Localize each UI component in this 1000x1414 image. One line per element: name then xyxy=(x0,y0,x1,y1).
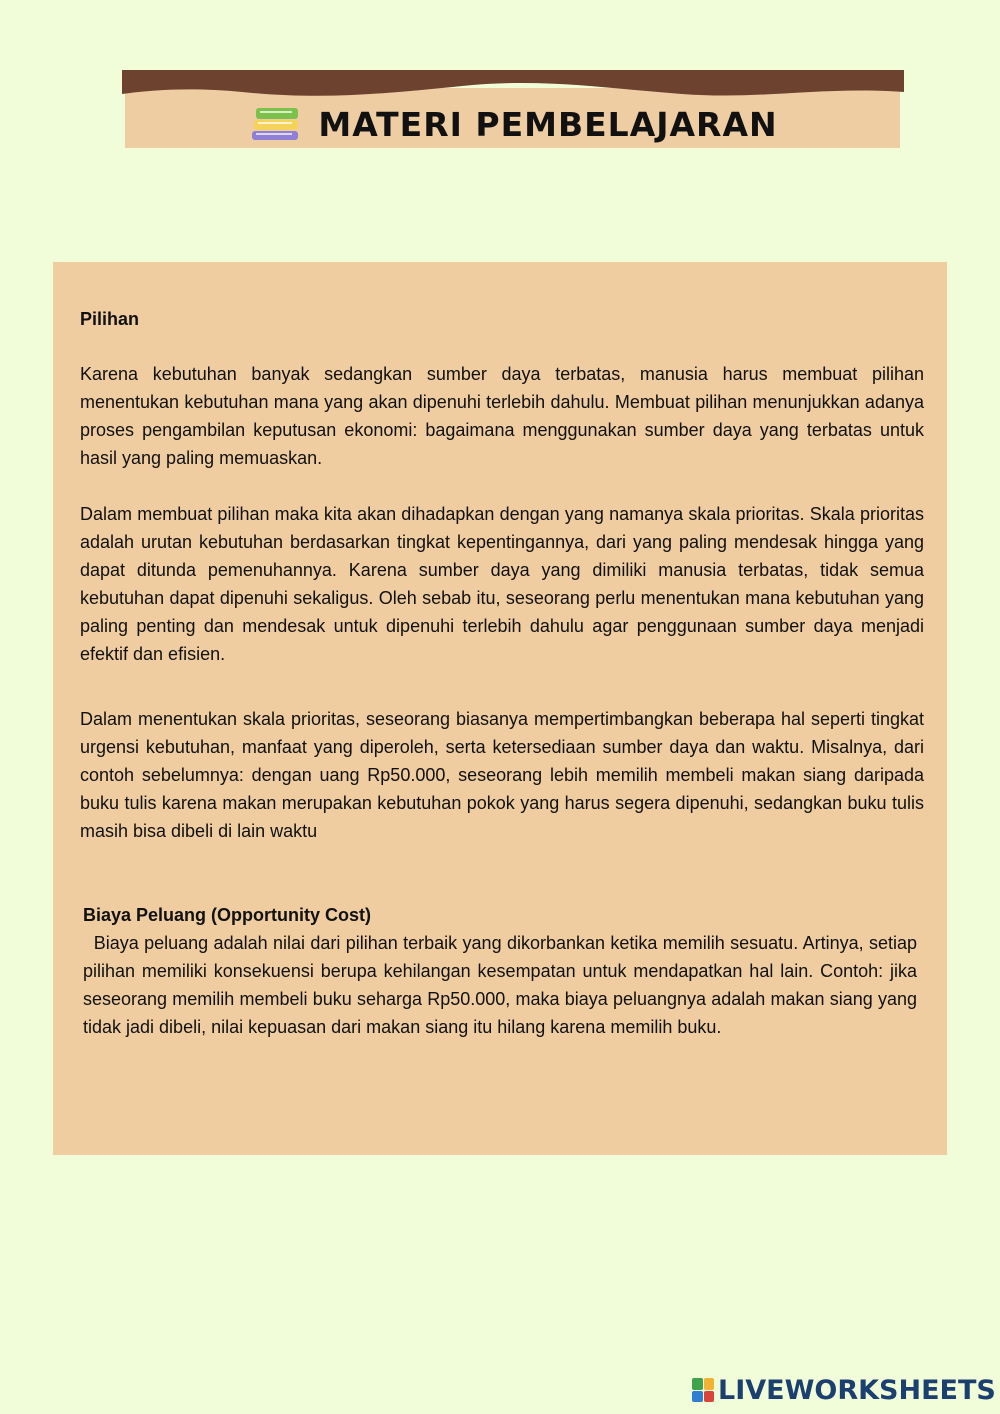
banner-title-row xyxy=(122,100,904,148)
paragraph-pilihan-1: Karena kebutuhan banyak sedangkan sumber daya terbatas, manusia harus membuat pilihan menentukan kebutuhan mana yang akan dipenuhi terlebih dahulu. Membuat pilihan menunjukkan adanya proses pengambilan keputusan ekonomi: bagaimana menggunakan sumber daya yang terbatas untuk hasil yang paling memuaskan. xyxy=(80,364,924,468)
paragraph-pilihan-3: Dalam menentukan skala prioritas, seseorang biasanya mempertimbangkan beberapa hal seperti tingkat urgensi kebutuhan, manfaat yang diperoleh, serta ketersediaan sumber daya dan waktu. Misalnya, dari contoh sebelumnya: dengan uang Rp50.000, seseorang lebih memilih membeli makan siang daripada buku tulis karena makan merupakan kebutuhan pokok yang harus segera dipenuhi, sedangkan buku tulis masih bisa dibeli di lain waktu xyxy=(80,709,924,841)
banner-wave-strip xyxy=(122,70,904,100)
content-panel xyxy=(53,262,947,1155)
page-title: MATERI PEMBELAJARAN xyxy=(318,104,778,144)
section-heading-biaya-peluang: Biaya Peluang (Opportunity Cost) xyxy=(83,905,372,925)
books-icon xyxy=(248,104,304,144)
section-heading-pilihan: Pilihan xyxy=(80,309,140,329)
liveworksheets-logo xyxy=(692,1374,996,1406)
liveworksheets-logo-text: LIVEWORKSHEETS xyxy=(718,1374,996,1406)
paragraph-biaya-peluang: Biaya peluang adalah nilai dari pilihan terbaik yang dikorbankan ketika memilih sesuatu. Artinya, setiap pilihan memiliki konsekuensi berupa kehilangan kesempatan untuk mendapatkan hal lain. Contoh: jika seseorang memilih membeli buku seharga Rp50.000, maka biaya peluangnya adalah makan siang yang tidak jadi dibeli, nilai kepuasan dari makan siang itu hilang karena memilih buku. xyxy=(83,933,917,1037)
liveworksheets-logo-icon xyxy=(692,1378,714,1402)
title-banner xyxy=(122,70,904,150)
paragraph-pilihan-2: Dalam membuat pilihan maka kita akan dihadapkan dengan yang namanya skala prioritas. Skala prioritas adalah urutan kebutuhan berdasarkan tingkat kepentingannya, dari yang paling mendesak hingga yang dapat ditunda pemenuhannya. Karena sumber daya yang dimiliki manusia terbatas, tidak semua kebutuhan dapat dipenuhi sekaligus. Oleh sebab itu, seseorang perlu menentukan mana kebutuhan yang paling penting dan mendesak untuk dipenuhi terlebih dahulu agar penggunaan sumber daya menjadi efektif dan efisien. xyxy=(80,504,924,664)
